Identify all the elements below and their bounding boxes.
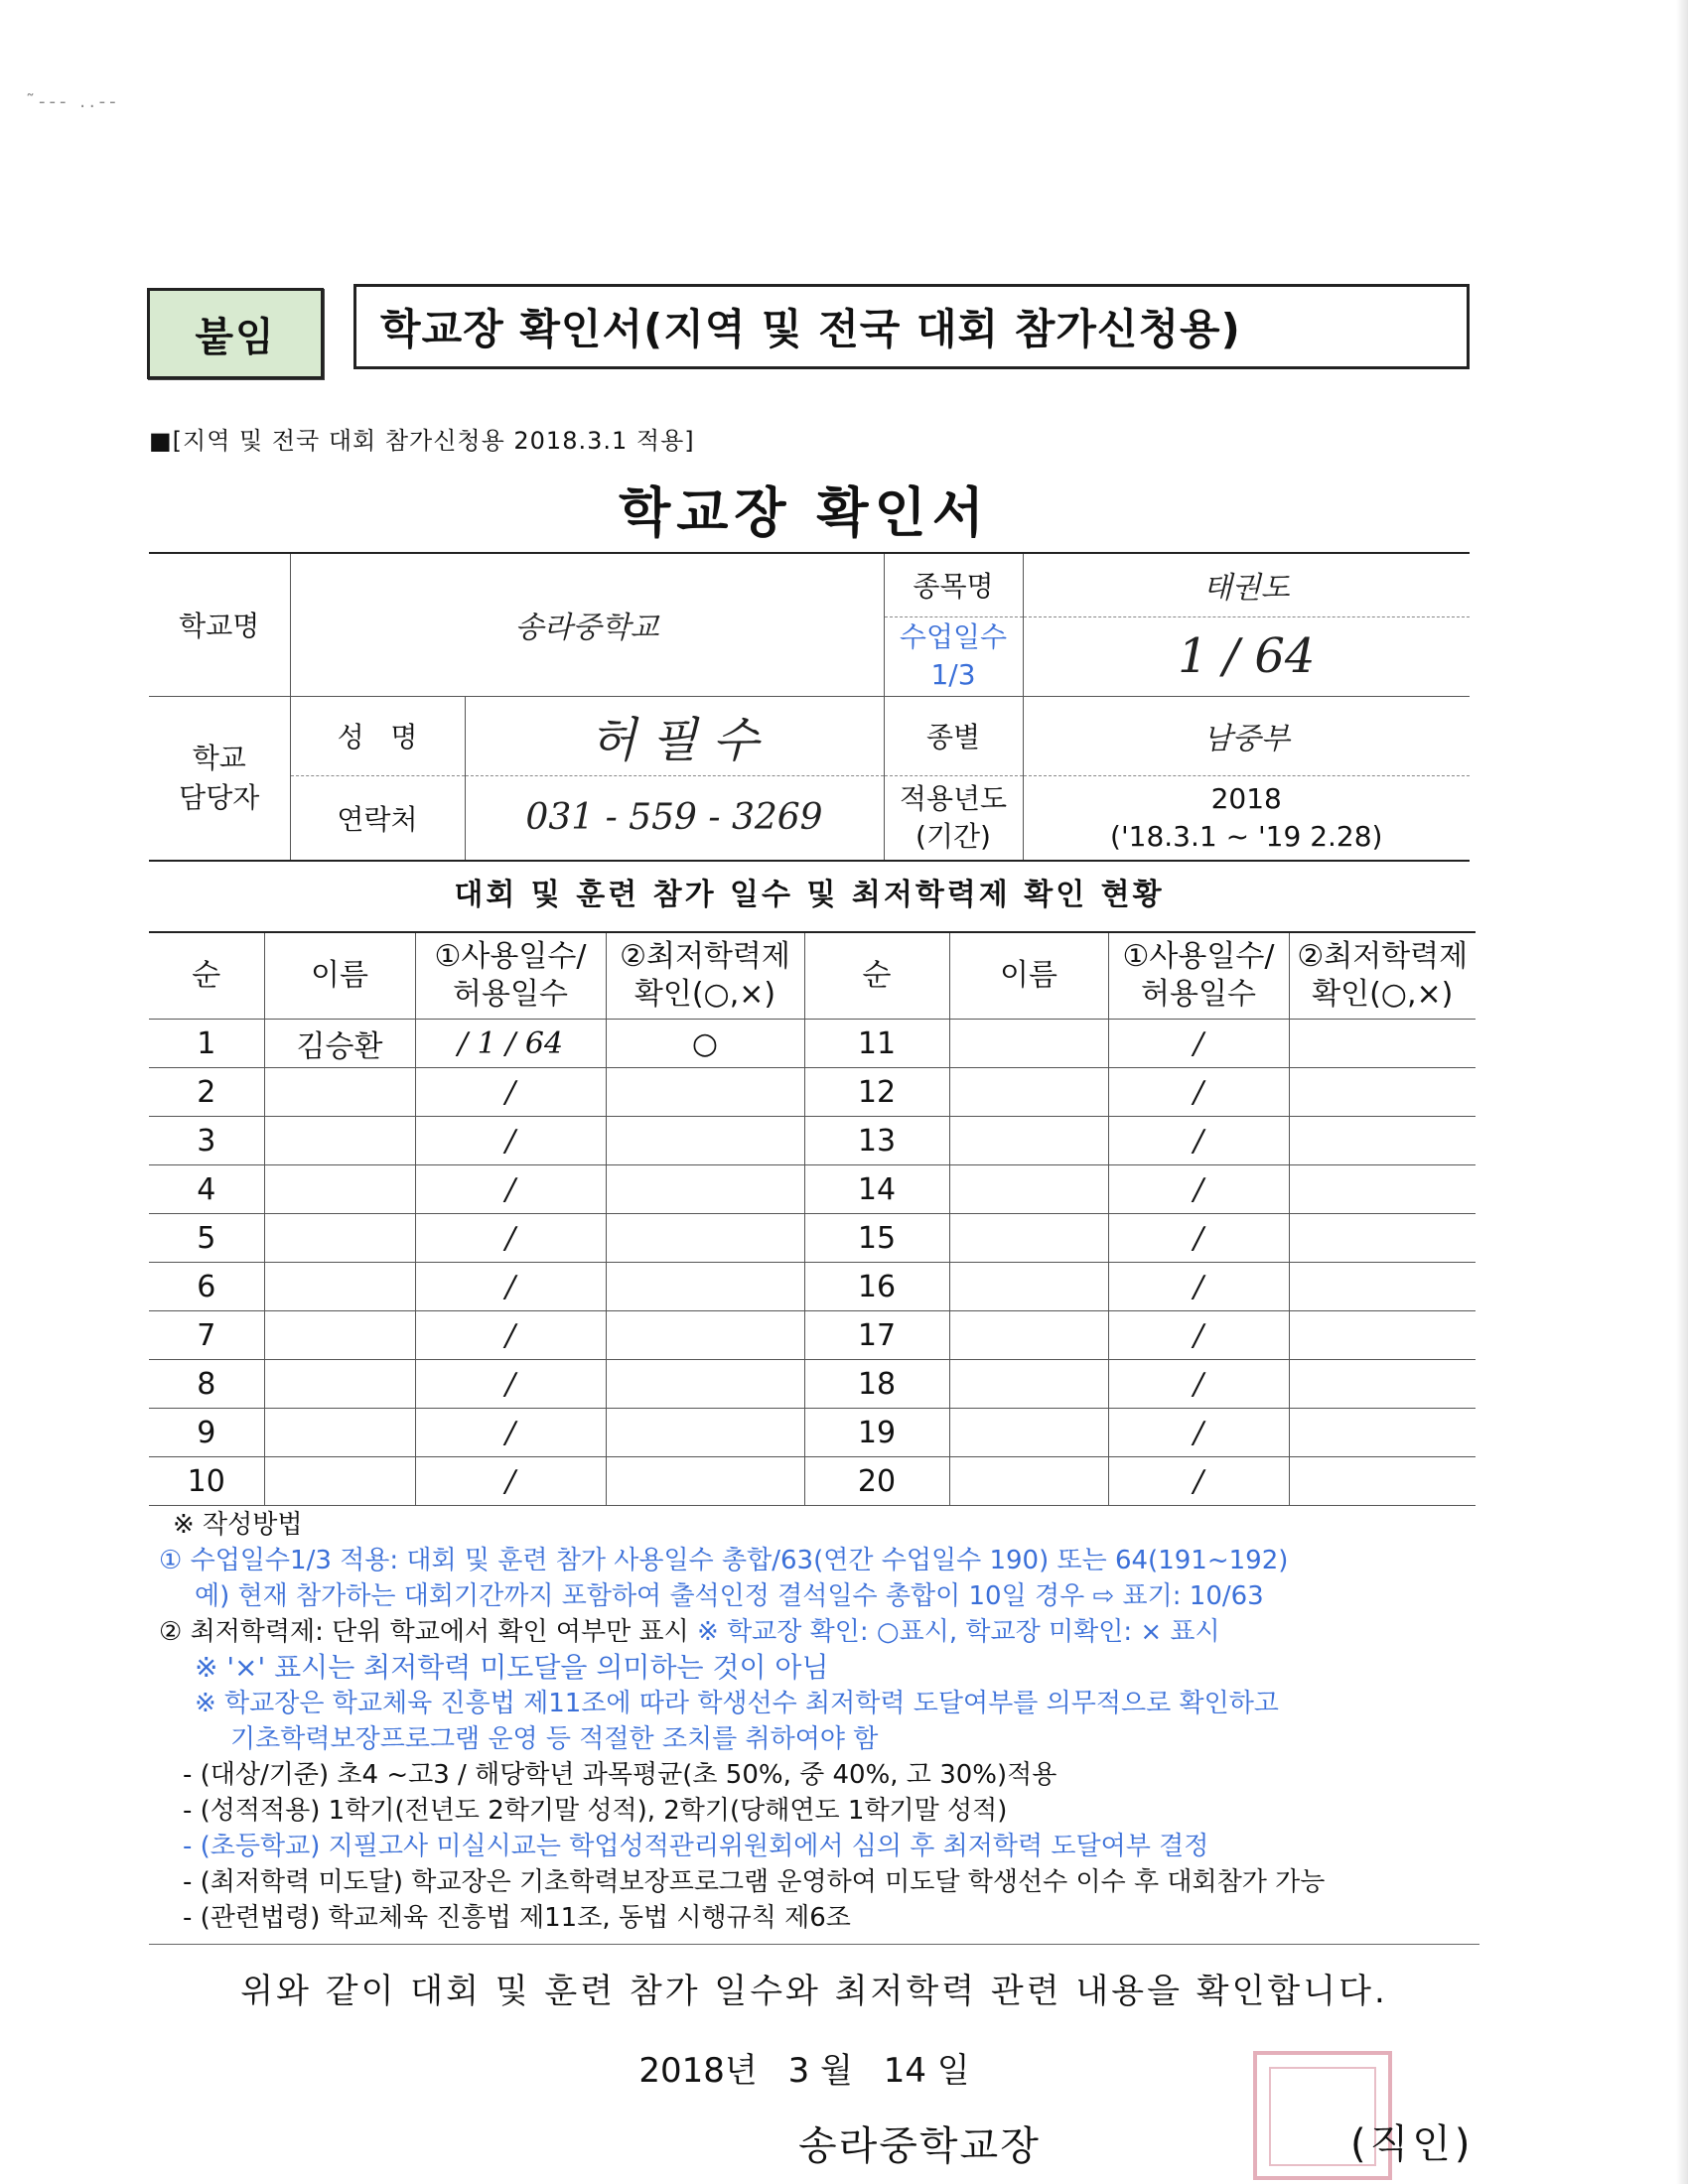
year-label: 적용년도 (기간) [884,775,1023,861]
classdays-value: 1 / 64 [1023,616,1470,696]
row-days-2: / [1108,1409,1289,1457]
col-min-header-2: ②최저학력제 확인(○,×) [1289,932,1476,1020]
row-days-2: / [1108,1457,1289,1506]
note-4a: ※ 학교장은 학교체육 진흥법 제11조에 따라 학생선수 최저학력 도달여부를 의무적으로 확인하고 [195,1689,1279,1718]
row-check [606,1360,804,1409]
note-dash-4: - (최저학력 미도달) 학교장은 기초학력보장프로그램 운영하여 미도달 학생선수 이수 후 대회참가 가능 [183,1867,1326,1897]
notes-block [149,1507,1479,1936]
row-check-2 [1289,1263,1476,1311]
type-label: 종별 [884,696,1023,775]
row-no: 4 [149,1165,264,1214]
row-no: 1 [149,1020,264,1068]
notes-heading: ※ 작성방법 [173,1510,303,1540]
row-days-2: / [1108,1117,1289,1165]
seal-label: (직인) [1350,2121,1475,2167]
row-check: ○ [606,1020,804,1068]
row-name-2 [949,1360,1108,1409]
row-name: 김승환 [264,1020,415,1068]
date-day: 14 일 [883,2051,970,2091]
row-no-2: 16 [804,1263,949,1311]
table-row [149,1165,1476,1214]
row-name-2 [949,1020,1108,1068]
row-check [606,1165,804,1214]
name-label: 성 명 [290,696,465,775]
col-min-header: ②최저학력제 확인(○,×) [606,932,804,1020]
row-no-2: 11 [804,1020,949,1068]
row-name [264,1263,415,1311]
row-no: 10 [149,1457,264,1506]
row-check [606,1214,804,1263]
signer-name: 송라중학교장 [798,2123,1041,2169]
row-no-2: 13 [804,1117,949,1165]
table-row [149,1068,1476,1117]
row-check-2 [1289,1165,1476,1214]
note-1b: 예) 현재 참가하는 대회기간까지 포함하여 출석인정 결석일수 총합이 10일 경우 ⇨ 표기: 10/63 [195,1581,1264,1611]
row-name-2 [949,1311,1108,1360]
event-value: 태권도 [1023,553,1470,616]
row-check-2 [1289,1360,1476,1409]
section-title: 대회 및 훈련 참가 일수 및 최저학력제 확인 현황 [454,878,1165,912]
row-days: / [415,1165,606,1214]
row-check-2 [1289,1409,1476,1457]
row-no-2: 17 [804,1311,949,1360]
date-year: 2018년 [638,2051,758,2091]
row-check-2 [1289,1068,1476,1117]
row-no: 2 [149,1068,264,1117]
row-name [264,1214,415,1263]
row-days: / [415,1360,606,1409]
row-check [606,1068,804,1117]
row-name [264,1409,415,1457]
table-row [149,1020,1476,1068]
row-name [264,1311,415,1360]
row-name [264,1165,415,1214]
col-name-header-2: 이름 [949,932,1108,1020]
row-no-2: 12 [804,1068,949,1117]
row-name [264,1117,415,1165]
row-days: / [415,1117,606,1165]
divider [149,1944,1479,1945]
row-days-2: / [1108,1360,1289,1409]
row-no: 7 [149,1311,264,1360]
row-days-2: / [1108,1311,1289,1360]
row-check-2 [1289,1020,1476,1068]
row-no: 5 [149,1214,264,1263]
row-check [606,1311,804,1360]
attachment-badge: 붙임 [147,288,324,379]
row-days-2: / [1108,1020,1289,1068]
row-name-2 [949,1117,1108,1165]
col-days-header: ①사용일수/ 허용일수 [415,932,606,1020]
table-row [149,1214,1476,1263]
row-no-2: 19 [804,1409,949,1457]
table-row [149,1360,1476,1409]
row-name-2 [949,1457,1108,1506]
header-title-box: 학교장 확인서(지역 및 전국 대회 참가신청용) [353,284,1470,369]
row-days-2: / [1108,1165,1289,1214]
info-table [149,552,1470,862]
row-check [606,1117,804,1165]
confirm-text: 위와 같이 대회 및 훈련 참가 일수와 최저학력 관련 내용을 확인합니다. [240,1972,1388,2011]
note-dash-1: - (대상/기준) 초4 ~고3 / 해당학년 과목평균(초 50%, 중 40%, 고 30%)적용 [183,1760,1057,1790]
row-days: / [415,1311,606,1360]
col-no-header-2: 순 [804,932,949,1020]
row-check [606,1409,804,1457]
note-2-blue: ※ 학교장 확인: ○표시, 학교장 미확인: × 표시 [697,1617,1220,1647]
row-days: / [415,1457,606,1506]
row-name [264,1457,415,1506]
name-value: 허 필 수 [465,696,884,775]
subheading: ■[지역 및 전국 대회 참가신청용 2018.3.1 적용] [149,427,695,455]
note-dash-5: - (관련법령) 학교체육 진흥법 제11조, 동법 시행규칙 제6조 [183,1903,851,1933]
col-no-header: 순 [149,932,264,1020]
classdays-label: 수업일수 1/3 [884,616,1023,696]
row-no-2: 15 [804,1214,949,1263]
note-dash-2: - (성적적용) 1학기(전년도 2학기말 성적), 2학기(당해연도 1학기말 성적) [183,1796,1008,1826]
row-name-2 [949,1409,1108,1457]
col-name-header: 이름 [264,932,415,1020]
type-value: 남중부 [1023,696,1470,775]
staff-label: 학교 담당자 [149,696,290,861]
event-label: 종목명 [884,553,1023,616]
row-no: 8 [149,1360,264,1409]
row-no-2: 18 [804,1360,949,1409]
note-3: ※ '×' 표시는 최저학력 미도달을 의미하는 것이 아님 [195,1651,829,1684]
row-days-2: / [1108,1214,1289,1263]
row-name [264,1068,415,1117]
scan-edge [1676,0,1688,2184]
row-name-2 [949,1165,1108,1214]
table-row [149,1409,1476,1457]
contact-label: 연락처 [290,775,465,861]
row-check-2 [1289,1117,1476,1165]
table-row [149,1311,1476,1360]
row-name [264,1360,415,1409]
row-check-2 [1289,1214,1476,1263]
row-days-2: / [1108,1068,1289,1117]
document-title: 학교장 확인서 [619,481,990,544]
date-month: 3 월 [787,2051,853,2091]
note-2-text: ② 최저학력제: 단위 학교에서 확인 여부만 표시 [159,1617,698,1647]
note-4b: 기초학력보장프로그램 운영 등 적절한 조치를 취하여야 함 [230,1724,879,1754]
col-days-header-2: ①사용일수/ 허용일수 [1108,932,1289,1020]
row-days: / [415,1263,606,1311]
row-check-2 [1289,1311,1476,1360]
note-dash-3: - (초등학교) 지필고사 미실시교는 학업성적관리위원회에서 심의 후 최저학력 도달여부 결정 [183,1832,1209,1861]
row-check-2 [1289,1457,1476,1506]
note-1a: ① 수업일수1/3 적용: 대회 및 훈련 참가 사용일수 총합/63(연간 수업일수 190) 또는 64(191~192) [159,1546,1289,1575]
row-no: 9 [149,1409,264,1457]
table-row [149,1457,1476,1506]
row-name-2 [949,1214,1108,1263]
school-label: 학교명 [149,553,290,696]
row-days: / [415,1068,606,1117]
row-days: / [415,1409,606,1457]
row-no-2: 20 [804,1457,949,1506]
row-name-2 [949,1263,1108,1311]
scan-marks: ˜‑‑‑ ..‑‑ [26,91,120,112]
contact-value: 031 - 559 - 3269 [465,775,884,861]
row-days: / 1 / 64 [415,1020,606,1068]
row-check [606,1457,804,1506]
row-check [606,1263,804,1311]
year-value: 2018 ('18.3.1 ~ '19 2.28) [1023,775,1470,861]
table-row [149,1117,1476,1165]
row-no-2: 14 [804,1165,949,1214]
row-days-2: / [1108,1263,1289,1311]
note-2 [149,1614,1479,1650]
row-days: / [415,1214,606,1263]
row-no: 6 [149,1263,264,1311]
school-value: 송라중학교 [290,553,884,696]
table-row [149,1263,1476,1311]
row-no: 3 [149,1117,264,1165]
row-name-2 [949,1068,1108,1117]
participants-table [149,931,1476,1506]
